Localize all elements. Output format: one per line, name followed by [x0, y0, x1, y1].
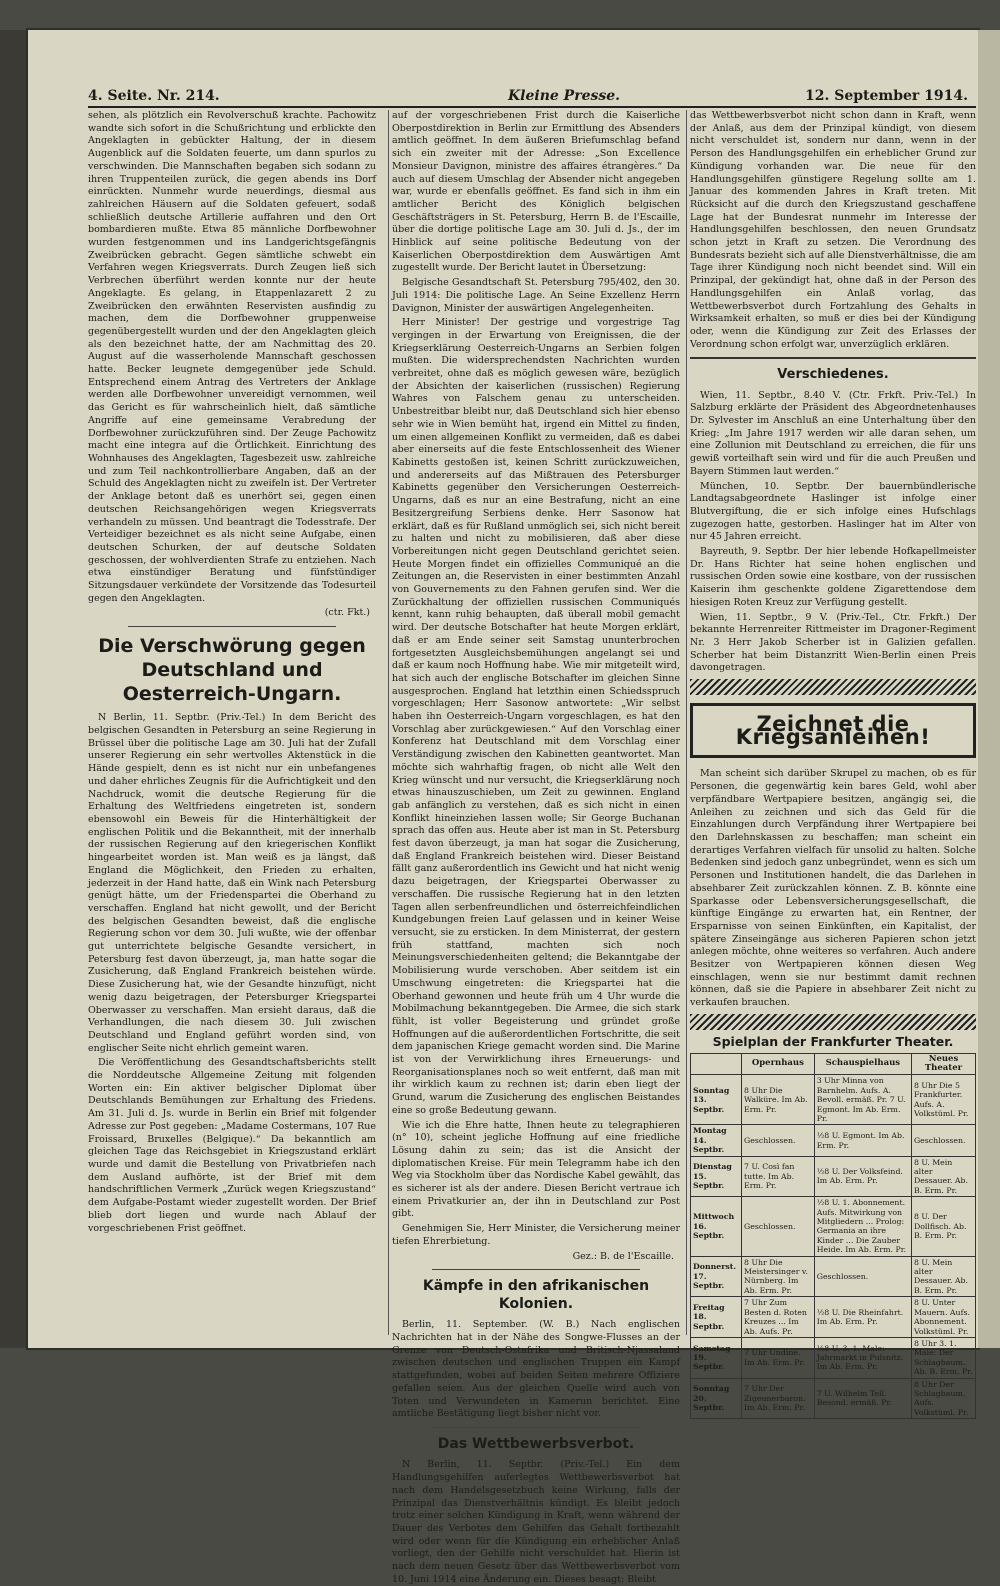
article-paragraph: Wie ich die Ehre hatte, Ihnen heute zu telegraphieren (n° 10), scheint jegliche Hoffnung auf eine friedliche Lösung dahin zu sein; das ist die Ansicht der diplomatischen Kreise. Für mein Telegramm habe ich den Weg via Stockholm über das Nordische Kabel gewählt, das es sicherer ist als der andere. Diesen Bericht vertraue ich einem Privatkurier an, der ihn in Deutschland zur Post gibt.: [392, 1119, 680, 1220]
table-cell: 7 Uhr Der Zigeunerbaron. Im Ab. Erm. Pr.: [742, 1378, 815, 1419]
table-cell: ½8 U. 1. Abonnement. Aufs. Mitwirkung von Mitgliedern ... Prolog: Germania an ihre Kinder ... Die Zauber Heide. Im Ab. Erm. Pr.: [814, 1197, 911, 1256]
war-bonds-banner: Zeichnet die Kriegsanleihen!: [690, 703, 976, 758]
table-row: [691, 1337, 976, 1378]
table-cell: Geschlossen.: [742, 1197, 815, 1256]
article-separator: [432, 1269, 640, 1270]
table-cell: 7 Uhr Undine. Im Ab. Erm. Pr.: [742, 1337, 815, 1378]
table-cell: 8 Uhr Die Walküre. Im Ab. Erm. Pr.: [742, 1075, 815, 1125]
table-cell-day: Donnerst. 17. Septbr.: [691, 1256, 742, 1297]
table-header-cell: Opernhaus: [742, 1053, 815, 1075]
trial-report-text: sehen, als plötzlich ein Revolverschuß krachte. Pachowitz wandte sich sofort in die Schußrichtung und erblickte den Angeklagten in gebückter Haltung, der in diesem Augenblick auf die Soldaten feuerte, um dann spurlos zu verschwinden. Die Mannschaften begaben sich sodann zu ihren Truppenteilen zurück, die gegen abends ins Dorf einrückten. Nunmehr wurde neuerdings, diesmal aus zahlreichen Häusern auf die Soldaten gefeuert, sodaß schließlich deutsche Artillerie auffahren und den Ort bombardieren mußte. Etwa 85 männliche Dorfbewohner wurden festgenommen und ins Landgerichtsgefängnis Zweibrücken gebracht. Gegen sämtliche schwebt ein Verfahren wegen Kriegsverrats. Durch Zeugen ließ sich Verbrechen überführt werden konnte nur der heute Angeklagte. Es gelang, in Etappenlazarett 2 zu Zweibrücken den erwähnten Reservisten ausfindig zu machen, dem die Dorfbewohner gruppenweise gegenübergestellt wurden und der den Angeklagten gleich als den bezeichnet hatte, der am Nachmittag des 20. August auf die wasserholende Mannschaft geschossen hatte. Becker leugnete demgegenüber jede Schuld. Entsprechend einem Antrag des Vertreters der Anklage werden alle Dorfbewohner unvereidigt vernommen, weil das Gericht es für wahrscheinlich hielt, daß sämtliche Angriffe auf eine gemeinsame Verabredung der Dorfbewohner zurückzuführen sind. Der Zeuge Pachowitz macht eine integra auf die Örtlichkeit. Einrichtung des Wohnhauses des Angeklagten, Tagesbezeit usw. zahlreiche und zum Teil nachkontrollierbare Angaben, daß an der Schuld des Angeklagten nicht zu zweifeln ist. Der Vertreter der Anklage betont daß es unerhört sei, gegen einen deutschen Reichsangehörigen wegen Kriegsverrats verhandeln zu müssen. Und beantragt die Todesstrafe. Der Verteidiger bezeichnet es als nicht seine Aufgabe, einen deutschen Schurken, der auf deutsche Soldaten geschossen, der wohlverdienten Strafe zu entziehen. Nach etwa einstündiger Beratung und fünfstündiger Sitzungsdauer verkündete der Vorsitzende das Todesurteil gegen den Angeklagten.: [88, 110, 376, 604]
article-title-competition-ban: Das Wettbewerbsverbot.: [437, 1435, 635, 1452]
table-row: [691, 1197, 976, 1256]
article-paragraph: Herr Minister! Der gestrige und vorgestrige Tag vergingen in der Erwartung von Ereignissen, die der Kriegserklärung Oesterreich-Ungarns an Serbien folgen mußten. Die widersprechendsten Nachrichten wurden verbreitet, ohne daß es möglich gewesen wäre, bezüglich der Absichten der kaiserlichen (russischen) Regierung Wahres von Falschem genau zu unterscheiden. Unbestreitbar bleibt nur, daß Deutschland sich hier ebenso sehr wie in Wien bemüht hat, irgend ein Mittel zu finden, um einen allgemeinen Konflikt zu vermeiden, daß es dabei aber einerseits auf die feste Entschlossenheit des Wiener Kabinetts gestoßen ist, keinen Schritt zurückzuweichen, und andererseits auf das Mißtrauen des Petersburger Kabinetts gegenüber den Versicherungen Oesterreich-Ungarns, daß es nur an eine Bestrafung, nicht an eine Besitzergreifung Serbiens denke. Herr Sasonow hat erklärt, daß es für Rußland unmöglich sei, sich nicht bereit zu halten und nicht zu mobilisieren, daß aber diese Vorbereitungen nicht gegen Deutschland gerichtet seien. Heute Morgen findet ein offizielles Communiqué an die Zeitungen an, die Reservisten in einer bestimmten Anzahl von Gouvernements zu den Fahnen gerufen sind. Wer die Zurückhaltung der offiziellen russischen Communiqués kennt, kann ruhig behaupten, daß überall mobil gemacht wird. Der deutsche Botschafter hat heute Morgen erklärt, daß er am Ende seiner seit Samstag ununterbrochen fortgesetzten Ausgleichsbemühungen angelangt sei und daß er kaum noch Hoffnung habe. Wie mir mitgeteilt wird, hat sich auch der englische Botschafter im gleichen Sinne ausgesprochen. England hat letzthin einen Schiedsspruch vorgeschlagen; Herr Sasonow antwortete: „Wir selbst haben ihn Oesterreich-Ungarn vorgeschlagen, es hat den Vorschlag aber zurückgewiesen.“ Auf den Vorschlag einer Konferenz hat Deutschland mit dem Vorschlag einer Verständigung zwischen den Kabinetten geantwortet. Man möchte sich wahrhaftig fragen, ob nicht alle Welt den Krieg wünscht und nur versucht, die Kriegserklärung noch etwas hinauszuschieben, um Zeit zu gewinnen. England gab anfänglich zu verstehen, daß es sich nicht in einen Konflikt hineinziehen lassen wolle; Sir George Buchanan sprach das offen aus. Heute aber ist man in St. Petersburg fest davon überzeugt, ja man hat sogar die Zusicherung, daß England Frankreich beistehen wird. Dieser Beistand fällt ganz außerordentlich ins Gewicht und hat nicht wenig dazu beigetragen, der Kriegspartei Oberwasser zu verschaffen. Die russische Regierung hat in den letzten Tagen allen serbenfreundlichen und österreichfeindlichen Kundgebungen freien Lauf gelassen und in keiner Weise versucht, sie zu ersticken. In dem Ministerrat, der gestern früh stattfand, machten sich noch Meinungsverschiedenheiten geltend; die Bekanntgabe der Mobilisierung wurde verschoben. Aber seitdem ist ein Umschwung eingetreten: die Kriegspartei hat die Oberhand gewonnen und heute früh um 4 Uhr wurde die Mobilmachung bekanntgegeben. Die Armee, die sich stark fühlt, ist voller Begeisterung und gründet große Hoffnungen auf die außerordentlichen Fortschritte, die seit dem japanischen Kriege gemacht worden sind. Die Marine ist von der Verwirklichung ihres Erneuerungs- und Reorganisationsplanes noch so weit entfernt, daß man mit ihr wirklich kaum zu rechnen ist; darin eben liegt der Grund, warum die Zusicherung des englischen Beistandes eine so große Bedeutung gewann.: [392, 317, 680, 1116]
table-header-cell: Neues Theater: [911, 1053, 975, 1075]
article-paragraph: Genehmigen Sie, Herr Minister, die Versicherung meiner tiefen Ehrerbietung.: [392, 1223, 680, 1247]
theater-schedule-table: [690, 1053, 976, 1420]
column-divider: [388, 110, 389, 1335]
table-row: [691, 1297, 976, 1338]
table-cell: 8 U. Der Dollfisch. Ab. B. Erm. Pr.: [911, 1197, 975, 1256]
article-paragraph: N Berlin, 11. Septbr. (Priv.-Tel.) In dem Bericht des belgischen Gesandten in Petersburg an seine Regierung in Brüssel über die politische Lage am 30. Juli hat der Zufall unserer Regierung ein sehr wertvolles Aktenstück in die Hände gespielt, denn es ist nicht nur ein unbefangenes und daher ehrliches Zeugnis für die Aufrichtigkeit und den Nachdruck, womit die deutsche Regierung für die Erhaltung des Weltfriedens eingetreten ist, sondern ebensowohl ein Beweis für die Hinterhältigkeit der englischen Politik und die Bekanntheit, mit der innerhalb der russischen Regierung auf den kriegerischen Konflikt hingearbeitet worden ist. Man weiß es ja längst, daß England die Möglichkeit, den Frieden zu erhalten, jederzeit in der Hand hatte, daß ein Wink nach Petersburg genügt hätte, um der Friedenspartei die Oberhand zu verschaffen. England hat nicht gewollt, und der Bericht des belgischen Gesandten beweist, daß die englische Regierung schon vor dem 30. Juli wußte, wie der offenbar gut unterrichtete belgische Gesandte versichert, in Petersburg fest davon überzeugt, ja, man hatte sogar die Zusicherung, daß England Frankreich beistehen würde. Diese Zusicherung hat, wie der Gesandte hinzufügt, nicht wenig dazu beigetragen, der Petersburger Kriegspartei Oberwasser zu verschaffen. Man ersieht daraus, daß die Verhandlungen, die nach diesem 30. Juli zwischen Deutschland und England geführt worden sind, von englischer Seite nicht ehrlich gemeint waren.: [88, 712, 376, 1054]
article-paragraph: Berlin, 11. September. (W. B.) Nach englischen Nachrichten hat in der Nähe des Songwe-Flusses an der Grenze von Deutsch-Ostafrika und Britisch-Njassaland zwischen deutschen und englischen Truppen ein Kampf stattgefunden, wobei auf beiden Seiten mehrere Offiziere gefallen seien. Aus der gleichen Quelle wird auch von Toten und Verwundeten in Kamerun berichtet. Eine amtliche Bestätigung liegt bisher nicht vor.: [392, 1319, 680, 1420]
news-item: München, 10. Septbr. Der bauernbündlerische Landtagsabgeordnete Haslinger ist infolge einer Blutvergiftung, die er sich infolge eines Hufschlags zugezogen hatte, gestorben. Haslinger hat im Alter von nur 45 Jahren erreicht.: [690, 480, 976, 543]
table-cell: 7 U. Così fan tutte. Im Ab. Erm. Pr.: [742, 1156, 815, 1197]
article-paragraph: das Wettbewerbsverbot nicht schon dann in Kraft, wenn der Anlaß, aus dem der Prinzipal kündigt, von diesem nicht verschuldet ist, sondern nur dann, wenn in der Person des Handlungsgehilfen ein erheblicher Grund zur Kündigung vorhanden war. Die neue für den Handlungsgehilfen günstigere Regelung sollte am 1. Januar des kommenden Jahres in Kraft treten. Mit Rücksicht auf die durch den Kriegszustand geschaffene Lage hat der Bundesrat nunmehr im Interesse der Handlungsgehilfen beschlossen, den neuen Grundsatz schon jetzt in Kraft zu setzen. Die Verordnung des Bundesrats bezieht sich auf alle Dienstverhältnisse, die am Tage ihrer Kündigung noch nicht beendet sind. Will ein Prinzipal, der gekündigt hat, ohne daß in der Person des Handlungsgehilfen ein Anlaß vorlag, das Wettbewerbsverbot durch Fortzahlung des Gehalts in Wirksamkeit erhalten, so muß er dies bei der Kündigung oder, wenn die Kündigung zur Zeit des Erlasses der Verordnung schon erfolgt war, unverzüglich erklären.: [690, 110, 976, 350]
table-cell: ½8 U. Die Rheinfahrt. Im Ab. Erm. Pr.: [814, 1297, 911, 1338]
column-left: [88, 110, 376, 1340]
article-title-conspiracy: Die Verschwörung gegen Deutschland und Oesterreich-Ungarn.: [98, 635, 366, 705]
article-paragraph: auf der vorgeschriebenen Frist durch die Kaiserliche Oberpostdirektion in Berlin zur Ermittlung des Absenders amtlich geöffnet. In dem äußeren Briefumschlag befand sich ein zweiter mit der Adresse: „Son Excellence Monsieur Davignon, ministre des affaires étrangères.“ Da auch auf diesem Umschlag der Absender nicht angegeben war, wurde er ebenfalls geöffnet. Es fand sich in ihm ein amtlicher Bericht des Königlich belgischen Geschäftsträgers in St. Petersburg, Herrn B. de l'Escaille, über die dortige politische Lage am 30. Juli d. Js., der im Hinblick auf seine politische Bedeutung von der Kaiserlichen Oberpostdirektion dem Auswärtigen Amt zugestellt wurde. Der Bericht lautet in Übersetzung:: [392, 110, 680, 274]
table-row: [691, 1156, 976, 1197]
table-cell-day: Dienstag 15. Septbr.: [691, 1156, 742, 1197]
adjacent-page-edge: [978, 30, 1000, 1348]
table-row: [691, 1378, 976, 1419]
column-right: [690, 110, 976, 1417]
binding-shadow: [0, 30, 28, 1348]
table-cell: 8 Uhr Die 5 Frankfurter. Aufs. A. Volkstüml. Pr.: [911, 1075, 975, 1125]
table-header-cell: Schauspielhaus: [814, 1053, 911, 1075]
article-paragraph: Die Veröffentlichung des Gesandtschaftsberichts stellt die Norddeutsche Allgemeine Zeitung mit folgenden Worten ein: Ein aktiver belgischer Diplomat über Deutschlands Bemühungen zur Erhaltung des Friedens. Am 31. Juli d. Js. wurde in Berlin ein Brief mit folgender Adresse zur Post gegeben: „Madame Costermans, 107 Rue Froissard, Bruxelles (Belgique).“ Da bekanntlich am gleichen Tage das Reichsgebiet in Kriegszustand erklärt wurde und damit die Bestellung von Privatbriefen nach dem Ausland aufhörte, ist der Brief mit dem handschriftlichen Vermerk „Zurück wegen Kriegszustand“ dem Aufgabe-Postamt wieder zugestellt worden. Der Brief blieb dort liegen und wurde nach Ablauf der vorgeschriebenen Frist geöffnet.: [88, 1057, 376, 1234]
column-middle: [392, 110, 680, 1585]
decorative-hatch: [690, 1014, 976, 1030]
table-cell: Geschlossen.: [742, 1125, 815, 1156]
table-cell: 8 Uhr Die Meistersinger v. Nürnberg. Im Ab. Erm. Pr.: [742, 1256, 815, 1297]
paper-title: Kleine Presse.: [508, 88, 621, 104]
table-cell-day: Sonntag 13. Septbr.: [691, 1075, 742, 1125]
war-bonds-text: Man scheint sich darüber Skrupel zu machen, ob es für Personen, die gegenwärtig kein bares Geld, wohl aber verpfändbare Wertpapiere besitzen, angängig sei, die Anleihen zu zeichnen und sich das Geld für die Einzahlungen durch Verpfändung ihrer Wertpapiere bei den Darlehnskassen zu beschaffen; man scheint ein derartiges Verfahren vielfach für unsolid zu halten. Solche Bedenken sind jedoch ganz unbegründet, wenn es sich um Personen und Institutionen handelt, die das Darlehen in absehbarer Zeit zurückzahlen können. Z. B. könnte eine Sparkasse oder Lebensversicherungsgesellschaft, die künftige Eingänge zu erwarten hat, ein Rentner, der Ersparnisse von seinen Einkünften, ein Kapitalist, der spätere Zinseingänge aus sicheren Papieren schon jetzt anlegen möchte, ohne weiteres so verfahren. Auch andere Besitzer von Wertpapieren können diesen Weg einschlagen, wenn sie nur bestimmt damit rechnen können, daß sie die Papiere in absehbarer Zeit nicht zu verkaufen brauchen.: [690, 768, 976, 1009]
table-row: [691, 1125, 976, 1156]
table-cell-day: Samstag 19. Septbr.: [691, 1337, 742, 1378]
table-cell: Geschlossen.: [911, 1125, 975, 1156]
table-row: [691, 1256, 976, 1297]
table-cell-day: Montag 14. Septbr.: [691, 1125, 742, 1156]
header-rule: [88, 106, 976, 108]
table-cell-day: Sonntag 20. Septbr.: [691, 1378, 742, 1419]
table-cell: 7 U. Wilhelm Tell. Besond. ermäß. Pr.: [814, 1378, 911, 1419]
table-cell-day: Freitag 18. Septbr.: [691, 1297, 742, 1338]
table-cell: ½8 U. 3. 1. Male: Jahrmarkt in Pulsnitz. Im Ab. Erm. Pr.: [814, 1337, 911, 1378]
table-header-row: [691, 1053, 976, 1075]
table-cell: 8 U. Mein alter Dessauer. Ab. B. Erm. Pr.: [911, 1156, 975, 1197]
table-row: [691, 1075, 976, 1125]
decorative-hatch: [690, 679, 976, 695]
table-cell: 8 U. Mein alter Dessauer. Ab. B. Erm. Pr.: [911, 1256, 975, 1297]
article-paragraph: N Berlin, 11. Septbr. (Priv.-Tel.) Ein dem Handlungsgehilfen auferlegtes Wettbewerbsverbot hat nach dem Handelsgesetzbuch keine Wirkung, falls der Prinzipal das Dienstverhältnis kündigt. Es bleibt jedoch trotz einer solchen Kündigung in Kraft, wenn während der Dauer des Verbotes dem Gehilfen das Gehalt fortbezahlt wird oder wenn für die Kündigung ein erheblicher Anlaß vorliegt, den der Gehilfe nicht verschuldet hat. Hierin ist nach dem neuen Gesetz über das Wettbewerbsverbot vom 10. Juni 1914 eine Änderung ein. Dieses besagt: Bleibt: [392, 1459, 680, 1585]
table-cell: ½8 U. Der Volksfeind. Im Ab. Erm. Pr.: [814, 1156, 911, 1197]
article-separator: [128, 626, 336, 627]
news-item: Bayreuth, 9. Septbr. Der hier lebende Hofkapellmeister Dr. Hans Richter hat seine hohen englischen und russischen Orden sowie eine kostbare, von der russischen Kaiserin ihm geschenkte goldene Zigarettendose dem hiesigen Roten Kreuz zur Verfügung gestellt.: [690, 546, 976, 608]
column-divider: [686, 110, 687, 1335]
table-header-cell: [691, 1053, 742, 1075]
section-title-misc: Verschiedenes.: [777, 367, 889, 383]
issue-date: 12. September 1914.: [804, 88, 968, 104]
table-cell: 7 Uhr Zum Besten d. Roten Kreuzes ... Im Ab. Aufs. Pr.: [742, 1297, 815, 1338]
table-cell: 8 Uhr 3. 1. Male: Der Schlagbaum. Ab. B. Erm. Pr.: [911, 1337, 975, 1378]
article-title-colonies: Kämpfe in den afrikanischen Kolonien.: [422, 1278, 650, 1312]
table-cell: 3 Uhr Minna von Barnhelm. Aufs. A. Bevoll. ermäß. Pr. 7 U. Egmont. Im Ab. Erm. Pr.: [814, 1075, 911, 1125]
table-cell: 8 U. Unter Mauern. Aufs. Abonnement. Volkstüml. Pr.: [911, 1297, 975, 1338]
page-number: 4. Seite. Nr. 214.: [88, 88, 220, 104]
section-rule: [690, 357, 976, 359]
table-cell-day: Mittwoch 16. Septbr.: [691, 1197, 742, 1256]
table-cell: ½8 U. Egmont. Im Ab. Erm. Pr.: [814, 1125, 911, 1156]
table-cell: 8 Uhr Der Schlagbaum. Aufs. Volkstüml. Pr.: [911, 1378, 975, 1419]
report-signature: Gez.: B. de l'Escaille.: [572, 1250, 674, 1262]
trial-report-source: (ctr. Fkt.): [324, 607, 370, 619]
news-item: Wien, 11. Septbr., 9 V. (Priv.-Tel., Ctr. Frkft.) Der bekannte Herrenreiter Rittmeister im Dragoner-Regiment Nr. 3 Herr Jakob Scherber ist in Galizien gefallen. Scherber hat beim Distanzritt Wien-Berlin einen Preis davongetragen.: [690, 611, 976, 674]
table-cell: Geschlossen.: [814, 1256, 911, 1297]
article-separator: [432, 1427, 640, 1428]
news-item: Wien, 11. Septbr., 8.40 V. (Ctr. Frkft. Priv.-Tel.) In Salzburg erklärte der Präsident des Abgeordnetenhauses Dr. Sylvester im Anschluß an eine Unterhaltung über den Krieg: „Im Jahre 1917 werden wir alle daran sehen, um eine Zollunion mit Deutschland zu erreichen, die für uns gewiß vorteilhaft sein wird und für die auch Preußen und Bayern Stimmen laut werden.“: [690, 389, 976, 477]
article-paragraph: Belgische Gesandtschaft St. Petersburg 795/402, den 30. Juli 1914: Die politische Lage. An Seine Exzellenz Herrn Davignon, Minister der auswärtigen Angelegenheiten.: [392, 277, 680, 314]
theater-schedule-title: Spielplan der Frankfurter Theater.: [712, 1033, 954, 1049]
